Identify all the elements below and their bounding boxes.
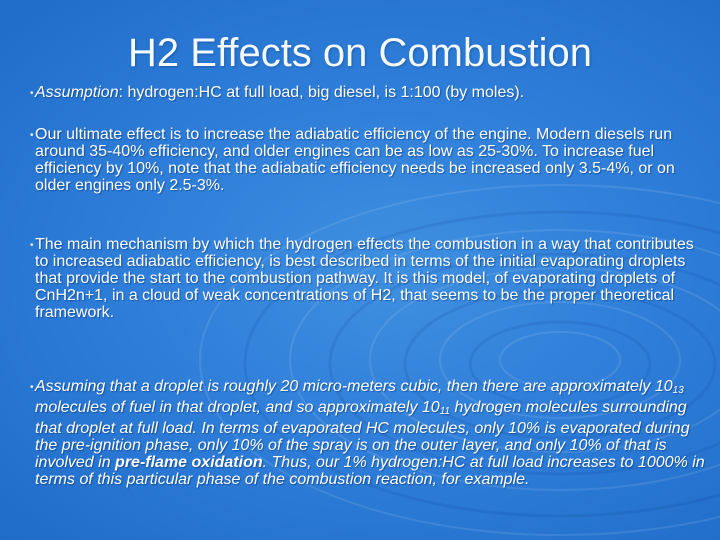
assumption-text: : hydrogen:HC at full load, big diesel, is 1:100 (by moles). [118,84,525,101]
bullet-text: The main mechanism by which the hydrogen effects the combustion in a way that contributes to increased adiabatic efficiency, is best described in terms of the initial evaporating droplets that provide the start to the combustion pathway. It is this model, of evaporating droplets of CnH2n+1, in a cloud of weak concentrations of H2, that seems to be the proper theoretical framework. [35,236,694,321]
bullet-marker: • [30,382,34,393]
bullet-marker: • [30,88,34,99]
bullet-marker: • [30,240,34,251]
droplet-text-part: hydrogen molecules surrounding that droplet at full load. In terms of evaporated HC molecules, only 10% is evaporated during the pre-ignition phase, only 10% of the spray is on the outer layer, and only 10% of that is involved in [35,399,690,471]
bullet-text: Our ultimate effect is to increase the adiabatic efficiency of the engine. Modern diesels run around 35-40% efficiency, and older engines can be as low as 25-30%. To increase fuel efficiency by 10%, note that the adiabatic efficiency needs be increased only 3.5-4%, or on older engines only 2.5-3%. [35,126,675,194]
droplet-text-part: molecules of fuel in that droplet, and so approximately 10 [35,399,440,416]
exponent: 13 [672,385,684,396]
droplet-text-part: . Thus, our 1% hydrogen:HC at full load increases to 1000% in terms of this particular phase of the combustion reaction, for example. [35,454,705,488]
exponent: 11 [439,406,451,417]
assumption-label: Assumption [35,84,119,101]
bullet-text [35,84,705,101]
droplet-text-part: Assuming that a droplet is roughly 20 micro-meters cubic, then there are approximately 10 [35,378,673,395]
bullet-text [35,378,705,488]
emphasis-text: pre-flame oxidation [115,454,263,471]
slide-title: H2 Effects on Combustion [128,31,592,75]
bullet-marker: • [30,130,34,141]
